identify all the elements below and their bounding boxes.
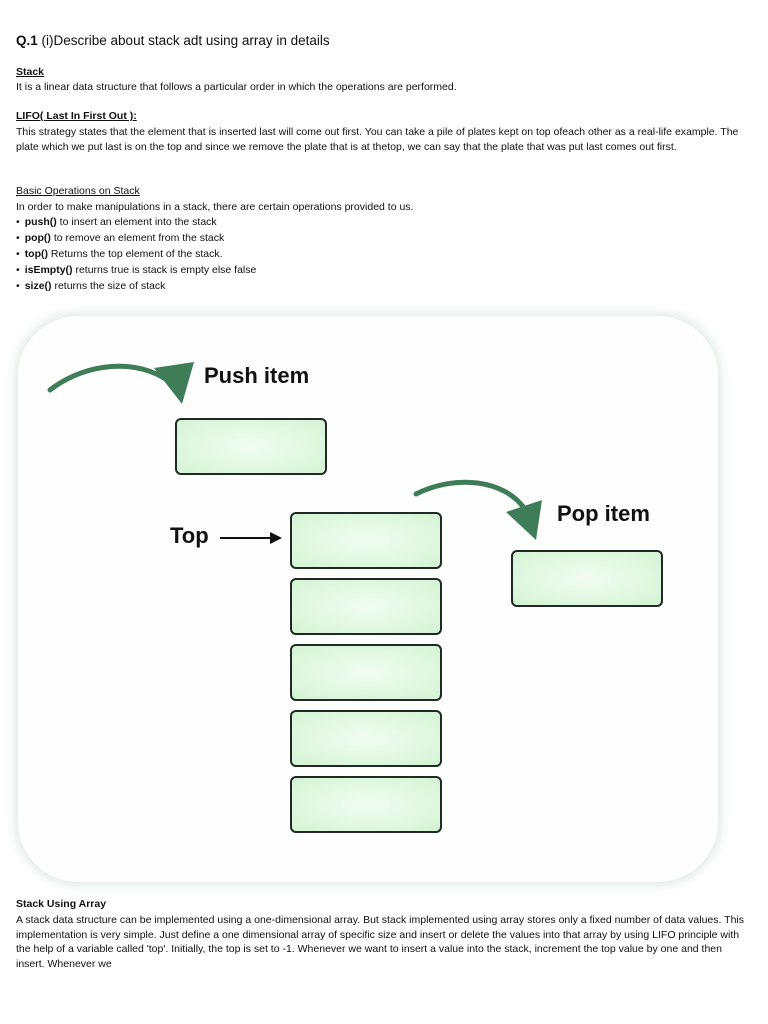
array-heading: Stack Using Array	[16, 898, 107, 910]
stack-box	[290, 578, 442, 635]
push-arrow-icon	[46, 354, 216, 414]
stack-box	[290, 644, 442, 701]
lifo-body: This strategy states that the element that is inserted last will come out first. You can take a pile of plates kept on top ofeach other as a real-life example. The plate which we put last is on the top and since we remove the plate that is at thetop, we can say that the plate that was put last comes out first.	[16, 126, 739, 153]
top-pointer-arrow-icon	[218, 528, 286, 548]
stack-heading: Stack	[16, 66, 45, 78]
top-label: Top	[170, 523, 209, 548]
list-item: • pop() to remove an element from the stack	[16, 230, 256, 246]
pop-item-box	[511, 550, 663, 607]
stack-diagram	[18, 316, 718, 882]
push-item-box	[175, 418, 327, 475]
pop-item-label: Pop item	[557, 501, 650, 526]
list-item: • size() returns the size of stack	[16, 278, 256, 294]
question-number: Q.1	[16, 33, 38, 48]
array-body: A stack data structure can be implemented using a one-dimensional array. But stack implemented using array stores only a fixed number of data values. This implementation is very simple. Just define a one dimensional array of specific size and insert or delete the values into that array by using LIFO principle with the help of a variable called 'top'. Initially, the top is set to -1. Whenever we want to insert a value into the stack, increment the top value by one and then insert. Whenever we	[16, 914, 744, 970]
stack-box	[290, 710, 442, 767]
list-item: • push() to insert an element into the stack	[16, 214, 256, 230]
question-title	[16, 33, 330, 48]
list-item: • top() Returns the top element of the stack.	[16, 246, 256, 262]
operations-intro: In order to make manipulations in a stack, there are certain operations provided to us.	[16, 201, 414, 213]
lifo-heading: LIFO( Last In First Out ):	[16, 110, 137, 122]
operations-list	[16, 214, 256, 294]
list-item: • isEmpty() returns true is stack is empty else false	[16, 262, 256, 278]
stack-box-top	[290, 512, 442, 569]
operations-heading: Basic Operations on Stack	[16, 185, 140, 197]
stack-definition: It is a linear data structure that follows a particular order in which the operations are performed.	[16, 81, 457, 93]
push-item-label: Push item	[204, 363, 310, 388]
stack-box-bottom	[290, 776, 442, 833]
question-text: (i)Describe about stack adt using array in details	[41, 33, 330, 48]
